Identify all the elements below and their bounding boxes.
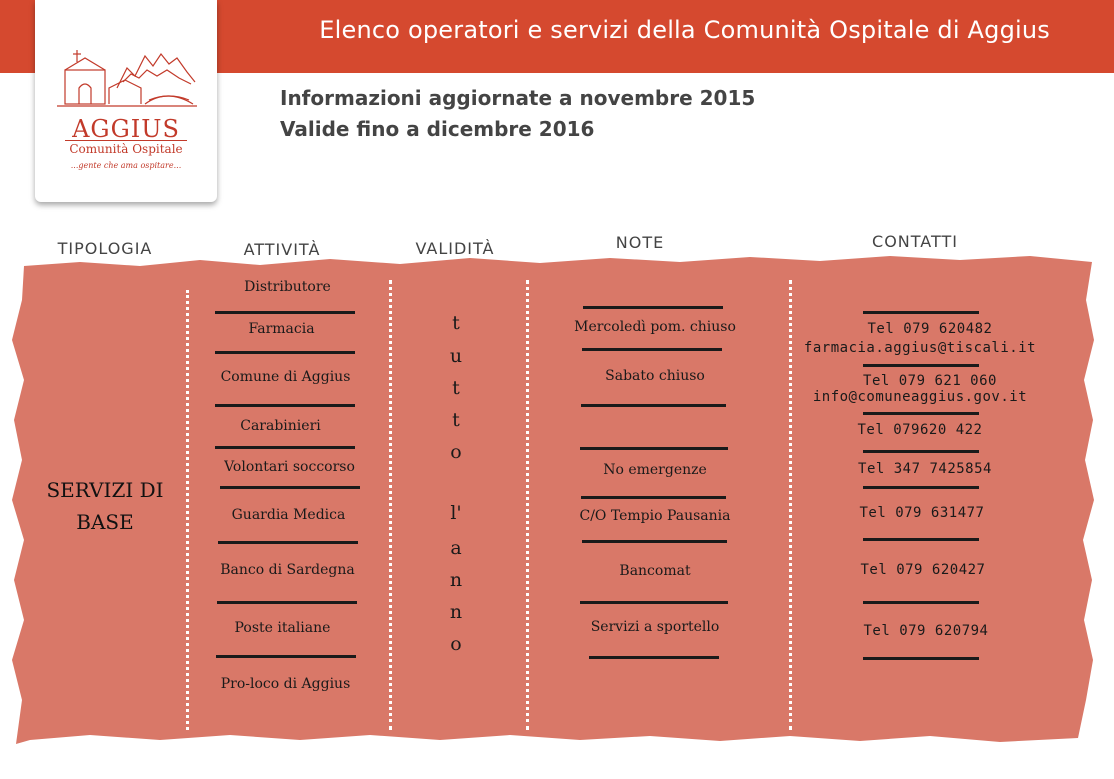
- row-divider: [863, 364, 979, 367]
- activity-item: Pro-loco di Aggius: [220, 676, 351, 692]
- separator-dots: [389, 280, 392, 730]
- activity-item: Farmacia: [248, 321, 315, 337]
- note-item: No emergenze: [603, 462, 707, 478]
- note-item: Sabato chiuso: [605, 368, 705, 384]
- row-divider: [863, 657, 979, 660]
- row-divider: [217, 601, 357, 604]
- row-divider: [215, 351, 355, 354]
- activity-item: Distributore: [244, 279, 331, 295]
- contact-phone: Tel 079 620427: [860, 562, 986, 578]
- row-divider: [582, 540, 727, 543]
- row-divider: [863, 486, 979, 489]
- logo-name: AGGIUS: [72, 115, 180, 143]
- contact-phone: Tel 347 7425854: [858, 461, 992, 477]
- contact-phone: Tel 079620 422: [857, 422, 983, 438]
- separator-dots: [186, 290, 189, 730]
- header-attivita: ATTIVITÀ: [243, 240, 321, 259]
- row-divider: [581, 496, 726, 499]
- header-contatti: CONTATTI: [872, 232, 958, 251]
- separator-dots: [526, 280, 529, 730]
- contact-phone: Tel 079 620794: [863, 623, 989, 639]
- row-divider: [863, 450, 979, 453]
- activity-item: Comune di Aggius: [220, 369, 351, 385]
- note-item: Mercoledì pom. chiuso: [574, 319, 736, 335]
- validity-letter: a: [450, 537, 462, 559]
- activity-item: Volontari soccorso: [224, 459, 355, 475]
- validity-letter: t: [452, 312, 460, 334]
- header-note: NOTE: [615, 233, 665, 252]
- validity-letter: u: [449, 345, 463, 367]
- validity-letter: n: [449, 601, 463, 623]
- contact-phone: Tel 079 621 060: [863, 373, 997, 389]
- separator-dots: [789, 280, 792, 730]
- updated-info: Informazioni aggiornate a novembre 2015: [280, 86, 756, 110]
- validity-letter: o: [450, 441, 462, 463]
- activity-item: Carabinieri: [240, 418, 321, 434]
- validity-info: Valide fino a dicembre 2016: [280, 117, 595, 141]
- row-divider: [581, 404, 726, 407]
- row-divider: [863, 412, 979, 415]
- row-divider: [220, 486, 360, 489]
- contact-email: info@comuneaggius.gov.it: [812, 389, 1028, 405]
- row-divider: [863, 311, 979, 314]
- row-divider: [580, 447, 728, 450]
- row-divider: [215, 404, 355, 407]
- validity-letter: t: [452, 409, 460, 431]
- note-item: Bancomat: [619, 563, 691, 579]
- activity-item: Guardia Medica: [231, 507, 346, 523]
- tipologia-cell: SERVIZI DI BASE: [46, 478, 164, 534]
- activity-item: Banco di Sardegna: [220, 562, 355, 578]
- row-divider: [580, 601, 728, 604]
- row-divider: [218, 541, 358, 544]
- contact-email: farmacia.aggius@tiscali.it: [803, 340, 1037, 356]
- validity-letter: t: [452, 377, 460, 399]
- logo-tagline: ...gente che ama ospitare...: [70, 161, 182, 170]
- note-item: C/O Tempio Pausania: [579, 508, 731, 524]
- banner-title: Elenco operatori e servizi della Comunità Ospitale di Aggius: [319, 16, 1050, 44]
- row-divider: [216, 655, 356, 658]
- row-divider: [215, 311, 355, 314]
- contact-phone: Tel 079 620482: [867, 321, 993, 337]
- note-item: Servizi a sportello: [590, 619, 720, 635]
- row-divider: [582, 348, 722, 351]
- row-divider: [583, 306, 723, 309]
- header-tipologia: TIPOLOGIA: [57, 239, 153, 258]
- row-divider: [589, 656, 719, 659]
- header-validita: VALIDITÀ: [415, 239, 495, 258]
- activity-item: Poste italiane: [234, 620, 331, 636]
- row-divider: [215, 446, 355, 449]
- validity-letter: n: [449, 569, 463, 591]
- validity-letter: o: [450, 633, 462, 655]
- contact-phone: Tel 079 631477: [859, 505, 985, 521]
- row-divider: [863, 601, 979, 604]
- validity-letter: l': [450, 502, 462, 524]
- logo-subtitle: Comunità Ospitale: [69, 142, 183, 156]
- row-divider: [863, 538, 979, 541]
